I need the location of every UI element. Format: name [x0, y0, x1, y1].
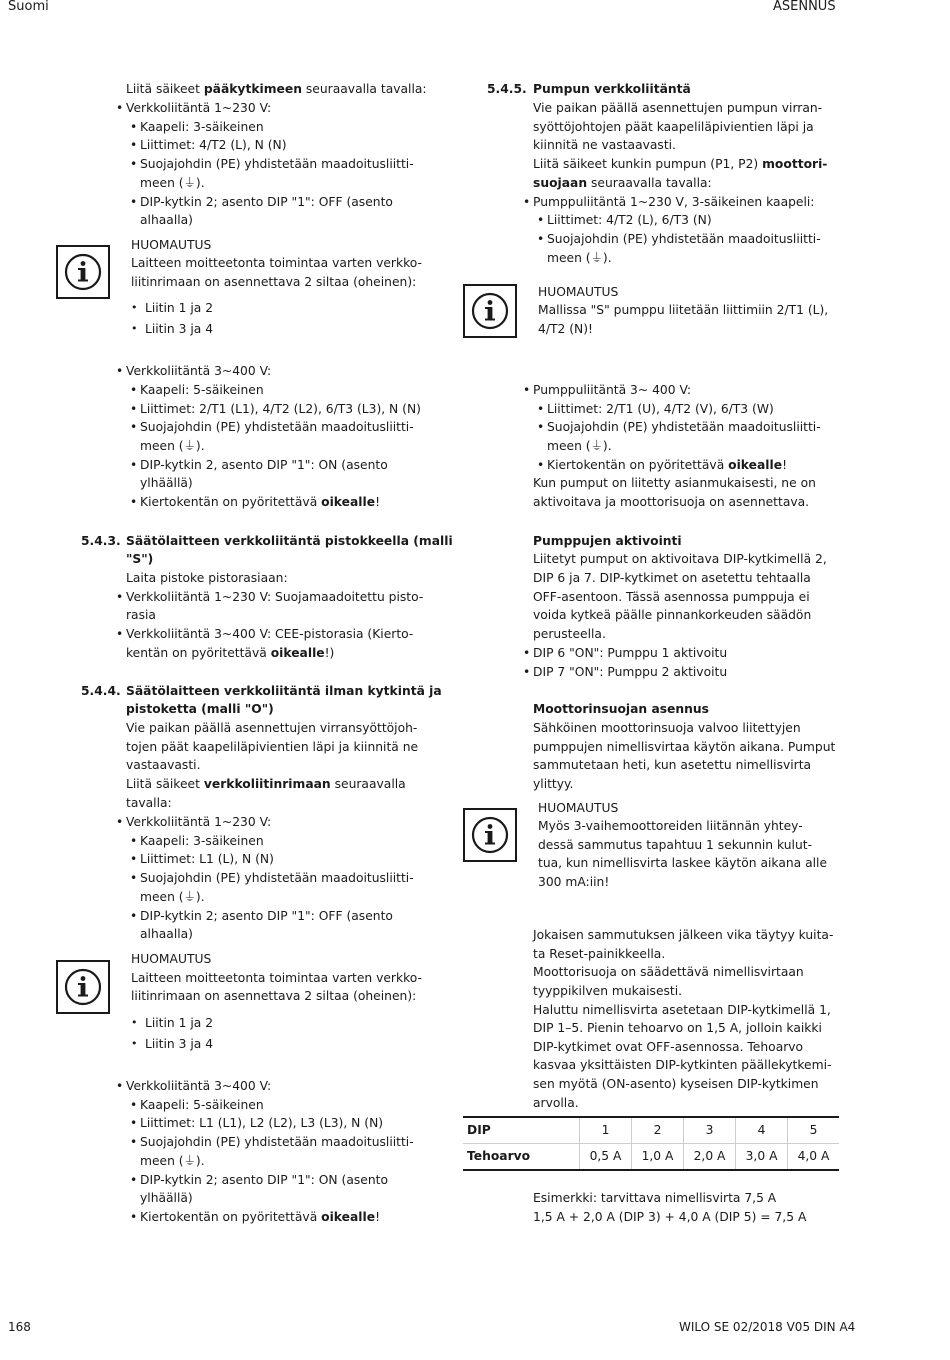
section-title: Pumpun verkkoliitäntä: [533, 82, 691, 96]
paragraph: aktivoitava ja moottorisuoja on asennettava.: [533, 495, 810, 509]
note-title: HUOMAUTUS: [131, 238, 212, 252]
section-title: pistoketta (malli "O"): [126, 702, 274, 716]
list-item-cont: meen (⏚).: [547, 251, 612, 265]
info-icon: [463, 808, 517, 862]
paragraph: DIP 1–5. Pienin tehoarvo on 1,5 A, jolloin kaikki: [533, 1021, 822, 1035]
list-item-cont: alhaalla): [140, 213, 193, 227]
table-cell: 1,0 A: [632, 1144, 684, 1171]
document-id: WILO SE 02/2018 V05 DIN A4: [679, 1320, 856, 1334]
paragraph: tavalla:: [126, 796, 172, 810]
note-text: 4/T2 (N)!: [538, 322, 593, 336]
list-item: • Suojajohdin (PE) yhdistetään maadoitusliitti-: [547, 418, 821, 437]
list-item-cont: ylhäällä): [140, 1191, 193, 1205]
note-list-item: • Liitin 3 ja 4: [145, 320, 213, 339]
list-item: • Suojajohdin (PE) yhdistetään maadoitusliitti-: [140, 418, 414, 437]
subheading: Moottorinsuojan asennus: [533, 702, 709, 716]
paragraph: Laita pistoke pistorasiaan:: [126, 571, 288, 585]
dip-table: [463, 1116, 839, 1171]
paragraph: Liitä säikeet kunkin pumpun (P1, P2) moottori-: [533, 157, 828, 171]
section-title: Säätölaitteen verkkoliitäntä pistokkeella (malli: [126, 534, 453, 548]
table-cell: 1: [580, 1117, 632, 1144]
paragraph: OFF-asentoon. Tässä asennossa pumppuja ei: [533, 590, 810, 604]
table-header: DIP: [463, 1117, 580, 1144]
paragraph: ylittyy.: [533, 777, 574, 791]
list-item-cont: rasia: [126, 608, 156, 622]
list-item: • Kaapeli: 5-säikeinen: [140, 381, 264, 400]
paragraph: Liitetyt pumput on aktivoitava DIP-kytkimellä 2,: [533, 552, 827, 566]
table-row: [463, 1117, 839, 1144]
list-item-cont: alhaalla): [140, 927, 193, 941]
note-text: Laitteen moitteetonta toimintaa varten verkko-: [131, 256, 422, 270]
note-title: HUOMAUTUS: [538, 801, 619, 815]
table-cell: 5: [788, 1117, 839, 1144]
example-text: 1,5 A + 2,0 A (DIP 3) + 4,0 A (DIP 5) = 7,5 A: [533, 1210, 807, 1224]
paragraph: vastaavasti.: [126, 758, 201, 772]
paragraph: Sähköinen moottorinsuoja valvoo liitettyjen: [533, 721, 801, 735]
info-icon: [56, 245, 110, 299]
list-item: • Kiertokentän on pyöritettävä oikealle!: [140, 1208, 380, 1227]
list-item: • Suojajohdin (PE) yhdistetään maadoitusliitti-: [140, 155, 414, 174]
table-cell: 2,0 A: [684, 1144, 736, 1171]
table-header: Tehoarvo: [463, 1144, 580, 1171]
list-item: • DIP-kytkin 2; asento DIP "1": OFF (asento: [140, 907, 393, 926]
paragraph: Haluttu nimellisvirta asetetaan DIP-kytkimellä 1,: [533, 1003, 831, 1017]
note-text: dessä sammutus tapahtuu 1 sekunnin kulut-: [538, 838, 813, 852]
list-item: • Pumppuliitäntä 1~230 V, 3-säikeinen kaapeli:: [533, 193, 814, 212]
list-item: • DIP 6 "ON": Pumppu 1 aktivoitu: [533, 644, 727, 663]
note-text: Laitteen moitteetonta toimintaa varten verkko-: [131, 971, 422, 985]
paragraph: Jokaisen sammutuksen jälkeen vika täytyy kuita-: [533, 928, 834, 942]
note-text: tua, kun nimellisvirta laskee käytön aikana alle: [538, 856, 828, 870]
note-list-item: • Liitin 3 ja 4: [145, 1035, 213, 1054]
info-icon: [56, 960, 110, 1014]
list-item-cont: meen (⏚).: [140, 1154, 205, 1168]
paragraph: sen myötä (ON-asento) kyseisen DIP-kytkimen: [533, 1077, 819, 1091]
note-text: Mallissa "S" pumppu liitetään liittimiin 2/T1 (L),: [538, 303, 829, 317]
paragraph: Moottorisuoja on säädettävä nimellisvirtaan: [533, 965, 804, 979]
example-text: Esimerkki: tarvittava nimellisvirta 7,5 A: [533, 1191, 777, 1205]
list-item: • Kaapeli: 3-säikeinen: [140, 832, 264, 851]
list-item: • Liittimet: 2/T1 (L1), 4/T2 (L2), 6/T3 (L3), N (N): [140, 400, 421, 419]
list-item: • Liittimet: 4/T2 (L), 6/T3 (N): [547, 211, 712, 230]
list-item: • DIP 7 "ON": Pumppu 2 aktivoitu: [533, 663, 727, 682]
info-icon: [463, 284, 517, 338]
list-item-cont: meen (⏚).: [547, 439, 612, 453]
list-item: • Verkkoliitäntä 3~400 V: CEE-pistorasia (Kierto-: [126, 625, 413, 644]
note-text: liitinrimaan on asennettava 2 siltaa (oheinen):: [131, 989, 417, 1003]
paragraph: Vie paikan päällä asennettujen virransyöttöjoh-: [126, 721, 418, 735]
paragraph: DIP-kytkimet ovat OFF-asennossa. Tehoarvo: [533, 1040, 804, 1054]
note-text: 300 mA:iin!: [538, 875, 610, 889]
list-item: • Kiertokentän on pyöritettävä oikealle!: [140, 493, 380, 512]
table-cell: 4: [736, 1117, 788, 1144]
list-item: • Kiertokentän on pyöritettävä oikealle!: [547, 456, 787, 475]
table-cell: 3,0 A: [736, 1144, 788, 1171]
paragraph: Vie paikan päällä asennettujen pumpun virran-: [533, 101, 823, 115]
list-item: • Suojajohdin (PE) yhdistetään maadoitusliitti-: [547, 230, 821, 249]
list-item: • Pumppuliitäntä 3~ 400 V:: [533, 381, 691, 400]
page-number: 168: [8, 1320, 31, 1334]
mains-switch-intro: Liitä säikeet pääkytkimeen seuraavalla tavalla:: [126, 82, 427, 96]
paragraph: DIP 6 ja 7. DIP-kytkimet on asetettu tehtaalla: [533, 571, 811, 585]
list-item-cont: meen (⏚).: [140, 176, 205, 190]
note-title: HUOMAUTUS: [538, 285, 619, 299]
list-item: • Liittimet: L1 (L), N (N): [140, 850, 274, 869]
list-item: • Liittimet: 4/T2 (L), N (N): [140, 136, 287, 155]
paragraph: ta Reset-painikkeella.: [533, 947, 666, 961]
header-section: ASENNUS: [773, 0, 836, 14]
paragraph: Liitä säikeet verkkoliitinrimaan seuraavalla: [126, 777, 406, 791]
list-item: • DIP-kytkin 2, asento DIP "1": ON (asento: [140, 456, 388, 475]
list-item-cont: kentän on pyöritettävä oikealle!): [126, 646, 335, 660]
paragraph: sammutetaan heti, kun asetettu nimellisvirta: [533, 758, 812, 772]
subheading: Pumppujen aktivointi: [533, 534, 682, 548]
list-item: • Liittimet: 2/T1 (U), 4/T2 (V), 6/T3 (W): [547, 400, 774, 419]
table-cell: 3: [684, 1117, 736, 1144]
list-item: • Liittimet: L1 (L1), L2 (L2), L3 (L3), N (N): [140, 1114, 383, 1133]
paragraph: tojen päät kaapeliläpivientien läpi ja kiinnitä ne: [126, 740, 419, 754]
note-list-item: • Liitin 1 ja 2: [145, 299, 213, 318]
list-item: • Verkkoliitäntä 1~230 V: Suojamaadoitettu pisto-: [126, 588, 423, 607]
section-title: "S"): [126, 552, 154, 566]
list-item: • Kaapeli: 3-säikeinen: [140, 118, 264, 137]
table-cell: 0,5 A: [580, 1144, 632, 1171]
list-item: • Verkkoliitäntä 1~230 V:: [126, 813, 271, 832]
list-item: • DIP-kytkin 2; asento DIP "1": ON (asento: [140, 1171, 388, 1190]
section-number: 5.4.3.: [81, 534, 121, 548]
paragraph: tyyppikilven mukaisesti.: [533, 984, 683, 998]
list-item-cont: ylhäällä): [140, 476, 193, 490]
paragraph: syöttöjohtojen päät kaapeliläpivientien läpi ja: [533, 120, 814, 134]
paragraph: kiinnitä ne vastaavasti.: [533, 138, 676, 152]
table-cell: 4,0 A: [788, 1144, 839, 1171]
paragraph: Kun pumput on liitetty asianmukaisesti, ne on: [533, 476, 816, 490]
list-item: • Verkkoliitäntä 3~400 V:: [126, 1077, 271, 1096]
note-text: liitinrimaan on asennettava 2 siltaa (oheinen):: [131, 275, 417, 289]
section-number: 5.4.5.: [487, 82, 527, 96]
paragraph: kasvaa yksittäisten DIP-kytkinten päällekytkemi-: [533, 1058, 832, 1072]
paragraph: voida kytkeä päälle pinnankorkeuden säädön: [533, 608, 812, 622]
paragraph: suojaan seuraavalla tavalla:: [533, 176, 712, 190]
note-text: Myös 3-vaihemoottoreiden liitännän yhtey-: [538, 819, 803, 833]
list-item: • Suojajohdin (PE) yhdistetään maadoitusliitti-: [140, 869, 414, 888]
table-row: [463, 1144, 839, 1171]
note-title: HUOMAUTUS: [131, 952, 212, 966]
header-language: Suomi: [8, 0, 49, 14]
list-item: • Verkkoliitäntä 3~400 V:: [126, 362, 271, 381]
list-item-cont: meen (⏚).: [140, 890, 205, 904]
paragraph: arvolla.: [533, 1096, 579, 1110]
table-cell: 2: [632, 1117, 684, 1144]
section-title: Säätölaitteen verkkoliitäntä ilman kytkintä ja: [126, 684, 442, 698]
list-item-cont: meen (⏚).: [140, 439, 205, 453]
list-item: • Verkkoliitäntä 1~230 V:: [126, 99, 271, 118]
paragraph: perusteella.: [533, 627, 606, 641]
paragraph: pumppujen nimellisvirtaa käytön aikana. Pumput: [533, 740, 836, 754]
list-item: • Kaapeli: 5-säikeinen: [140, 1096, 264, 1115]
section-number: 5.4.4.: [81, 684, 121, 698]
list-item: • Suojajohdin (PE) yhdistetään maadoitusliitti-: [140, 1133, 414, 1152]
note-list-item: • Liitin 1 ja 2: [145, 1014, 213, 1033]
list-item: • DIP-kytkin 2; asento DIP "1": OFF (asento: [140, 193, 393, 212]
